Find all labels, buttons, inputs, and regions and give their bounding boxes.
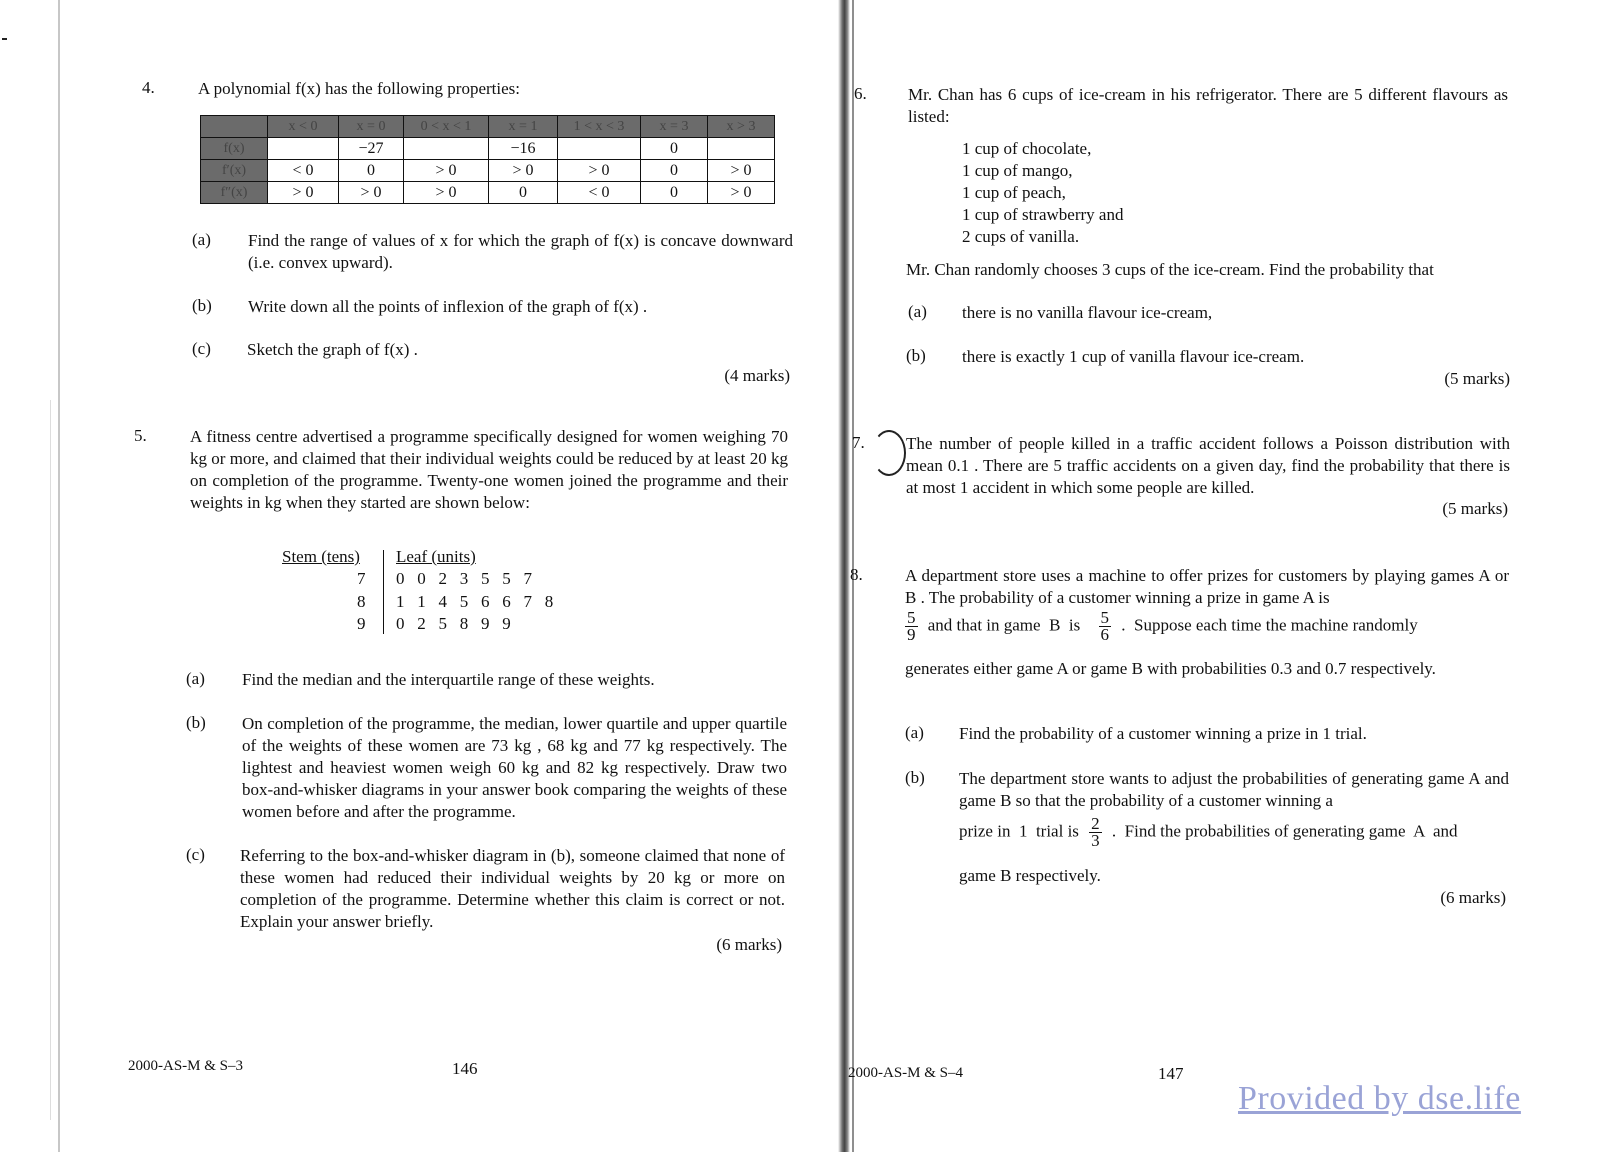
q4-part-c-text: Sketch the graph of f(x) . (247, 340, 418, 359)
scan-mark (2, 38, 7, 40)
list-item: 1 cup of peach, (962, 183, 1066, 202)
q6-part-b-text: there is exactly 1 cup of vanilla flavour ice-cream. (962, 347, 1305, 366)
fraction-numerator: 5 (1100, 608, 1110, 627)
watermark-link[interactable]: Provided by dse.life (1238, 1080, 1521, 1117)
row-label: f(x) (201, 138, 268, 160)
fraction-denominator: 6 (1100, 625, 1110, 644)
table-cell (404, 138, 489, 160)
list-item: 1 cup of chocolate, (962, 139, 1092, 158)
page-number: 146 (452, 1059, 478, 1078)
table-cell: −27 (339, 138, 404, 160)
table-cell: 0 (641, 182, 708, 204)
scan-edge (58, 0, 60, 1152)
fraction-numerator: 5 (907, 608, 916, 627)
q6-part-a-label: (a) (908, 302, 927, 321)
q6-part-a-text: there is no vanilla flavour ice-cream, (962, 303, 1213, 322)
stem-divider (383, 550, 384, 634)
q7-marks: (5 marks) (1442, 499, 1508, 518)
q5-number: 5. (134, 426, 147, 445)
table-header: 0 < x < 1 (404, 116, 489, 138)
footer-code: 2000-AS-M & S–3 (128, 1058, 244, 1074)
q4-properties-table (200, 115, 775, 204)
q5-part-c-text: Referring to the box-and-whisker diagram in (b), someone claimed that none of these women had reduced their individual weights by 20 kg or more on completion of the programme. Determine whether this claim is correct or not. Explain your answer briefly. (240, 846, 785, 931)
q5-part-a-text: Find the median and the interquartile range of these weights. (242, 670, 655, 689)
q8-part-a-label: (a) (905, 723, 924, 742)
table-header: x = 3 (641, 116, 708, 138)
q8-part-b-fraction-line (959, 816, 1509, 849)
table-cell: 0 (339, 160, 404, 182)
leaf-values: 1 1 4 5 6 6 7 8 (396, 592, 554, 611)
table-header: x = 0 (339, 116, 404, 138)
table-cell: > 0 (268, 182, 339, 204)
q5-intro: A fitness centre advertised a programme specifically designed for women weighing 70 kg or more, and claimed that their individual weights could be reduced by at least 20 kg on completion of the programme. Twenty-one women joined the programme and their weights in kg when they started are shown below: (190, 427, 788, 512)
footer-code: 2000-AS-M & S–4 (848, 1065, 964, 1081)
row-label: f′(x) (201, 160, 268, 182)
q8-mid-text: and that in game B is (927, 615, 1081, 635)
q5-marks: (6 marks) (716, 935, 782, 954)
table-cell: 0 (489, 182, 558, 204)
stem-value: 9 (357, 614, 366, 633)
q5-part-a-label: (a) (186, 669, 205, 688)
q8-part-a-text: Find the probability of a customer winning a prize in 1 trial. (959, 724, 1367, 743)
table-corner (201, 116, 268, 138)
q8-part-b-post: . Find the probabilities of generating game A and (1111, 821, 1458, 841)
q4-part-c-label: (c) (192, 339, 211, 358)
list-item: 2 cups of vanilla. (962, 227, 1080, 246)
handwritten-circle (872, 430, 906, 476)
stem-value: 8 (357, 592, 366, 611)
row-label: f″(x) (201, 182, 268, 204)
q6-question: Mr. Chan randomly chooses 3 cups of the ice-cream. Find the probability that (906, 260, 1434, 279)
q6-intro: Mr. Chan has 6 cups of ice-cream in his refrigerator. There are 5 different flavours as listed: (908, 85, 1508, 126)
q8-part-b-pre: prize in 1 trial is (959, 821, 1079, 841)
q8-number: 8. (850, 565, 863, 584)
q5-part-b-label: (b) (186, 713, 206, 732)
q8-marks: (6 marks) (1440, 888, 1506, 907)
table-cell (708, 138, 775, 160)
fraction-numerator: 2 (1091, 814, 1100, 833)
q5-part-c-label: (c) (186, 845, 205, 864)
fraction-5-9 (905, 610, 918, 643)
table-header: x > 3 (708, 116, 775, 138)
fraction-denominator: 3 (1091, 831, 1100, 850)
table-cell: > 0 (404, 182, 489, 204)
stem-value: 7 (357, 569, 366, 588)
page-gutter (838, 0, 850, 1152)
q6-part-b-label: (b) (906, 346, 926, 365)
table-cell: > 0 (489, 160, 558, 182)
q4-number: 4. (142, 78, 155, 97)
table-header: 1 < x < 3 (558, 116, 641, 138)
q5-part-b-text: On completion of the programme, the median, lower quartile and upper quartile of the weights of these women are 73 kg , 68 kg and 77 kg respectively. The lightest and heaviest women weigh 60 kg and 82 kg respectively. Draw two box-and-whisker diagrams in your answer book comparing the weights of these women before and after the programme. (242, 714, 787, 821)
fraction-denominator: 9 (907, 625, 916, 644)
q8-intro-rest: generates either game A or game B with probabilities 0.3 and 0.7 respectively. (905, 659, 1436, 678)
table-header-row (201, 116, 775, 138)
fraction-2-3 (1089, 816, 1102, 849)
q8-intro: A department store uses a machine to offer prizes for customers by playing games A or B . The probability of a customer winning a prize in game A is (905, 566, 1509, 607)
q4-intro: A polynomial f(x) has the following properties: (198, 79, 520, 98)
q4-part-b-label: (b) (192, 296, 212, 315)
q4-part-a-label: (a) (192, 230, 211, 249)
q4-marks: (4 marks) (724, 366, 790, 385)
table-cell: > 0 (708, 182, 775, 204)
table-cell: > 0 (404, 160, 489, 182)
table-cell (558, 138, 641, 160)
table-header: x = 1 (489, 116, 558, 138)
table-cell: > 0 (558, 160, 641, 182)
table-cell: > 0 (339, 182, 404, 204)
q7-text: The number of people killed in a traffic accident follows a Poisson distribution with mean 0.1 . There are 5 traffic accidents on a given day, find the probability that there is at most 1 accident in which some people are killed. (906, 434, 1510, 497)
q8-part-b-label: (b) (905, 768, 925, 787)
page-number: 147 (1158, 1064, 1184, 1083)
fraction-5-6 (1099, 610, 1112, 643)
table-row (201, 182, 775, 204)
table-cell: > 0 (708, 160, 775, 182)
q6-number: 6. (854, 84, 867, 103)
table-row (201, 160, 775, 182)
leaf-header: Leaf (units) (396, 547, 476, 566)
table-cell (268, 138, 339, 160)
q8-fraction-line (905, 610, 1509, 643)
q4-part-a-text: Find the range of values of x for which the graph of f(x) is concave downward (i.e. convex upward). (248, 231, 793, 272)
table-row (201, 138, 775, 160)
table-cell: 0 (641, 160, 708, 182)
list-item: 1 cup of mango, (962, 161, 1073, 180)
q6-marks: (5 marks) (1444, 369, 1510, 388)
q4-part-b-text: Write down all the points of inflexion of the graph of f(x) . (248, 297, 648, 316)
q8-after-fraction: . Suppose each time the machine randomly (1121, 615, 1418, 635)
q8-part-b-text: The department store wants to adjust the probabilities of generating game A and game B so that the probability of a customer winning a (959, 769, 1509, 810)
table-cell: −16 (489, 138, 558, 160)
q7-number: 7. (852, 433, 865, 452)
table-cell: 0 (641, 138, 708, 160)
leaf-values: 0 2 5 8 9 9 (396, 614, 511, 633)
scan-edge (50, 400, 51, 1120)
table-cell: < 0 (558, 182, 641, 204)
leaf-values: 0 0 2 3 5 5 7 (396, 569, 532, 588)
flavour-list (962, 138, 1123, 248)
table-cell: < 0 (268, 160, 339, 182)
q8-part-b-end: game B respectively. (959, 866, 1101, 885)
list-item: 1 cup of strawberry and (962, 205, 1124, 224)
table-header: x < 0 (268, 116, 339, 138)
stem-header: Stem (tens) (282, 547, 360, 566)
